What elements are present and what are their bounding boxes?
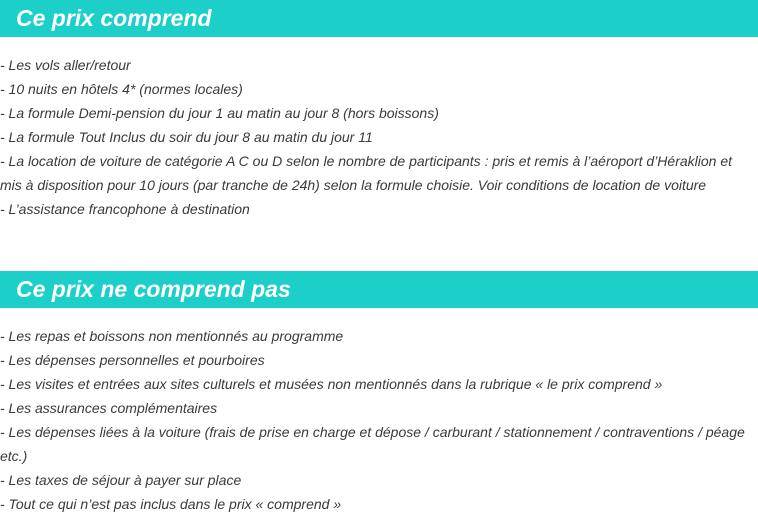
- list-item: - L’assistance francophone à destination: [0, 201, 250, 217]
- list-item: - Les assurances complémentaires: [0, 400, 218, 416]
- list-item: - Les dépenses personnelles et pourboires: [0, 352, 265, 368]
- list-item: - Les vols aller/retour: [0, 57, 131, 73]
- list-item: - Les dépenses liées à la voiture (frais de prise en charge et dépose / carburant / stationnement / contraventions / péage etc.): [0, 424, 745, 464]
- list-item: - Les visites et entrées aux sites culturels et musées non mentionnés dans la rubrique « le prix comprend »: [0, 376, 663, 392]
- excluded-section-title: Ce prix ne comprend pas: [0, 271, 758, 308]
- list-item: - La formule Demi-pension du jour 1 au matin au jour 8 (hors boissons): [0, 105, 439, 121]
- excluded-items-list: [0, 324, 752, 516]
- list-item: - La location de voiture de catégorie A C ou D selon le nombre de participants : pris et remis à l’aéroport d’Héraklion et mis à disposition pour 10 jours (par tranche de 24h) selon la formule choisie. Voir conditions de location de voiture: [0, 153, 733, 193]
- list-item: - La formule Tout Inclus du soir du jour 8 au matin du jour 11: [0, 129, 373, 145]
- list-item: - Tout ce qui n’est pas inclus dans le prix « comprend »: [0, 496, 342, 512]
- list-item: - 10 nuits en hôtels 4* (normes locales): [0, 81, 243, 97]
- list-item: - Les repas et boissons non mentionnés au programme: [0, 328, 344, 344]
- list-item: - Les taxes de séjour à payer sur place: [0, 472, 242, 488]
- included-items-list: [0, 53, 752, 221]
- included-section-title: Ce prix comprend: [0, 0, 758, 37]
